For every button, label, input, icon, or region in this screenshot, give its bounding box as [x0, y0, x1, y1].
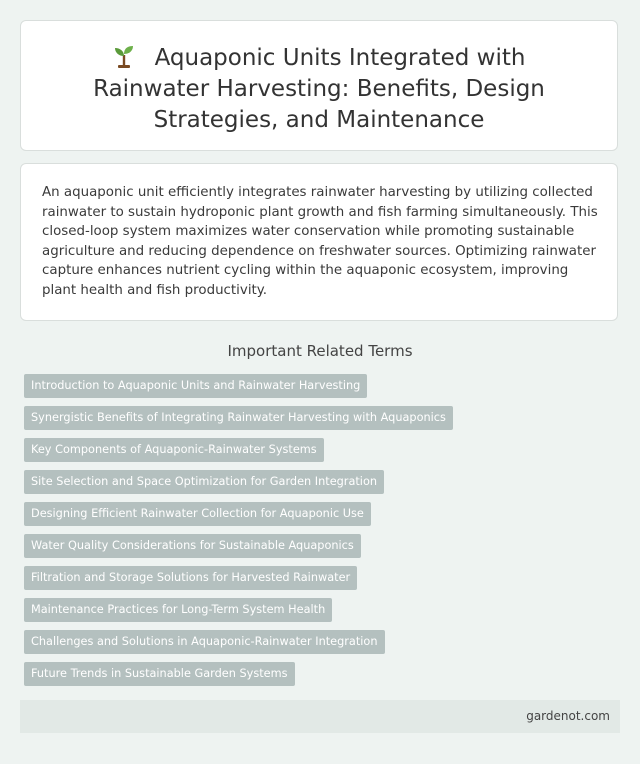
title-text: Aquaponic Units Integrated with Rainwater Harvesting: Benefits, Design Strategies, and Maintenance — [93, 45, 545, 133]
site-name[interactable]: gardenot.com — [526, 709, 610, 723]
term-tag[interactable]: Synergistic Benefits of Integrating Rainwater Harvesting with Aquaponics — [24, 406, 453, 430]
footer — [20, 700, 620, 733]
related-terms-heading: Important Related Terms — [227, 342, 413, 360]
term-tag[interactable]: Introduction to Aquaponic Units and Rainwater Harvesting — [24, 374, 367, 398]
term-tag[interactable]: Designing Efficient Rainwater Collection for Aquaponic Use — [24, 502, 371, 526]
description-card — [20, 163, 618, 321]
term-tag[interactable]: Site Selection and Space Optimization for Garden Integration — [24, 470, 384, 494]
term-tag[interactable]: Filtration and Storage Solutions for Harvested Rainwater — [24, 566, 357, 590]
term-tag[interactable]: Challenges and Solutions in Aquaponic-Rainwater Integration — [24, 630, 385, 654]
term-tag[interactable]: Maintenance Practices for Long-Term System Health — [24, 598, 332, 622]
page-title — [21, 43, 617, 136]
description-text: An aquaponic unit efficiently integrates rainwater harvesting by utilizing collected rainwater to sustain hydroponic plant growth and fish farming simultaneously. This closed-loop system maximizes water conservation while promoting sustainable agriculture and reducing dependence on freshwater sources. Optimizing rainwater capture enhances nutrient cycling within the aquaponic ecosystem, improving plant health and fish productivity. — [42, 185, 598, 298]
term-tag[interactable]: Key Components of Aquaponic-Rainwater Systems — [24, 438, 324, 462]
seedling-icon — [113, 44, 135, 68]
related-terms-list — [24, 374, 620, 694]
title-card — [20, 20, 618, 151]
term-tag[interactable]: Water Quality Considerations for Sustainable Aquaponics — [24, 534, 361, 558]
term-tag[interactable]: Future Trends in Sustainable Garden Systems — [24, 662, 295, 686]
